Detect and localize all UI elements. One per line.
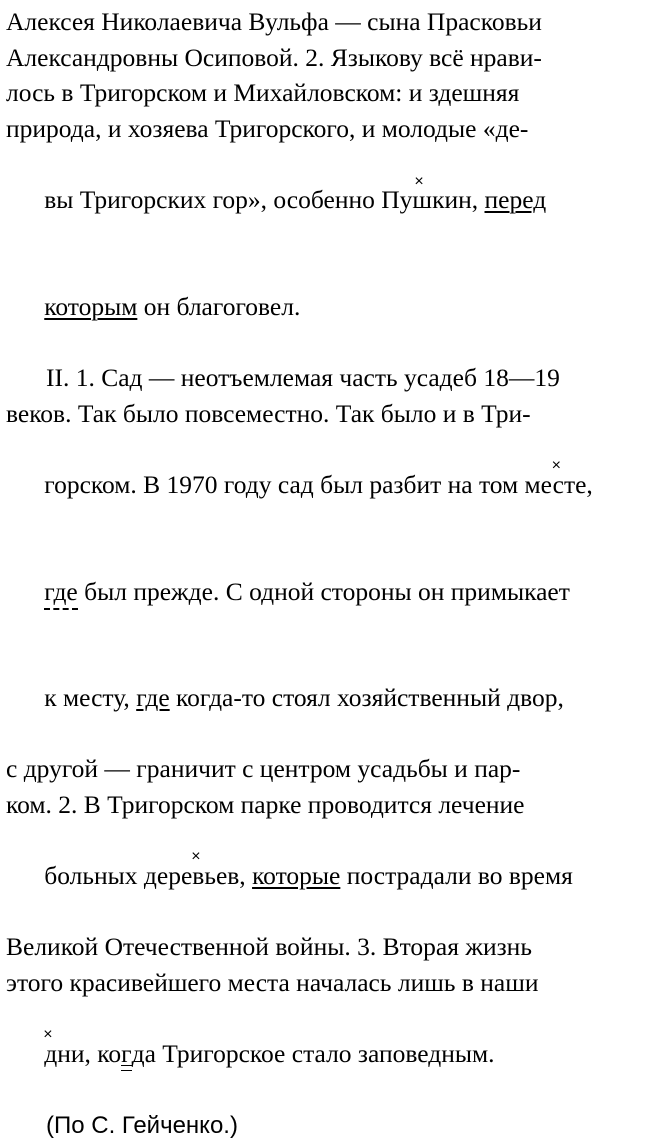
stress-mark-icon: × <box>414 172 424 190</box>
text-segment: он благоговел. <box>137 291 301 321</box>
text-line <box>6 360 653 396</box>
text-line: Великой Отечественной войны. 3. Вторая жизнь <box>6 932 532 962</box>
text-segment: кин, <box>432 184 485 214</box>
double-underline-segment: г <box>121 1039 132 1069</box>
text-segment: ьев, <box>204 861 253 891</box>
stress-mark-container: с × <box>551 456 564 499</box>
text-line <box>6 1107 653 1145</box>
text-line-with-marks <box>6 538 653 645</box>
text-line-with-underline <box>6 146 653 253</box>
text-segment: да Тригорское стало заповедным. <box>131 1039 495 1069</box>
underlined-word: которым <box>44 291 138 321</box>
dashed-underline-word: где <box>44 576 78 606</box>
paragraph-attribution <box>6 1107 653 1145</box>
text-segment: пострадали во время <box>340 861 573 891</box>
underlined-word: перед <box>484 184 547 214</box>
text-line-with-marks <box>6 645 653 752</box>
text-segment: больных дере <box>44 861 193 891</box>
text-line: Александровны Осиповой. 2. Языкову всё нрави- <box>6 42 542 72</box>
paragraph-1 <box>6 4 653 360</box>
stress-mark-icon: × <box>43 1026 53 1044</box>
text-line: лось в Тригорском и Михайловском: и здешняя <box>6 78 520 108</box>
stress-mark-container: ш × <box>412 172 433 214</box>
stress-mark-icon: × <box>551 456 561 474</box>
attribution-text: (По С. Гейченко.) <box>46 1112 238 1140</box>
underlined-word: которые <box>252 861 341 891</box>
text-line: природа, и хозяева Тригорского, и молодые «де- <box>6 113 529 143</box>
text-line: ком. 2. В Тригорском парке проводится лечение <box>6 790 525 820</box>
stress-mark-container: в × <box>191 848 205 891</box>
text-segment: те, <box>563 469 593 499</box>
text-segment: ни, ко <box>57 1039 122 1069</box>
stress-mark-icon: × <box>191 848 201 866</box>
text-line: этого красивейшего места началась лишь в наши <box>6 968 539 998</box>
text-segment: был прежде. С одной стороны он примыкает <box>77 576 570 606</box>
text-segment: вы Тригорских гор», особенно Пу <box>44 184 413 214</box>
text-segment: горском. В 1970 году сад был разбит на том ме <box>44 469 553 499</box>
text-segment: когда-то стоял хозяйственный двор, <box>169 683 564 713</box>
text-line-with-marks <box>6 823 653 930</box>
text-line: Алексея Николаевича Вульфа — сына Прасковьи <box>6 7 542 36</box>
text-line-with-underline <box>6 253 653 360</box>
text-line: веков. Так было повсеместно. Так было и в Три- <box>6 398 531 428</box>
underlined-word: где <box>136 683 170 713</box>
text-line: с другой — граничит с центром усадьбы и пар- <box>6 754 521 784</box>
paragraph-2 <box>6 360 653 1107</box>
text-line <box>6 431 653 538</box>
stress-mark-container: д × <box>43 1026 58 1069</box>
text-segment: II. 1. Сад — неотъемлемая часть усадеб 18—19 <box>46 362 560 392</box>
text-segment: к месту, <box>44 683 137 713</box>
text-line-with-marks <box>6 1001 653 1108</box>
